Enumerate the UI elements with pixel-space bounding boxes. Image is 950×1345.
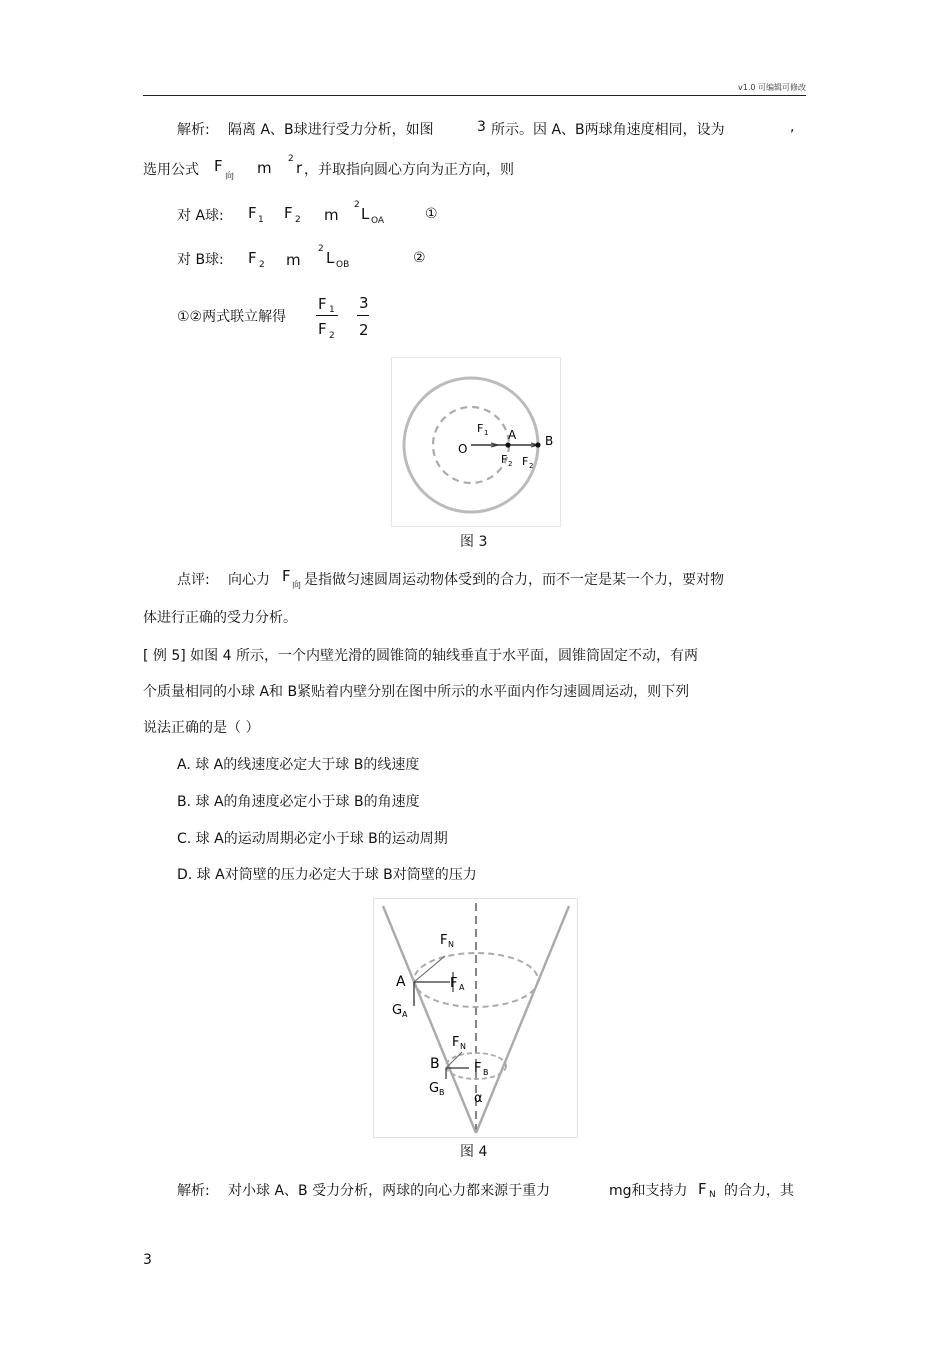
eq-a-number: ① [425, 206, 438, 222]
example5-line2: 个质量相同的小球 A和 B紧贴着内壁分别在图中所示的水平面内作匀速圆周运动，则下列 [143, 684, 690, 700]
formula-r: r [296, 159, 303, 177]
analysis-lead: 解析: [177, 122, 210, 138]
formula-m: m [257, 159, 272, 177]
eq-c-num-F: F [318, 295, 327, 313]
version-note: v1.0 可编辑可修改 [738, 83, 806, 92]
last-analysis-mg: mg和支持力 [609, 1183, 688, 1199]
option-b: B. 球 A的角速度必定小于球 B的角速度 [177, 794, 420, 810]
eq-a-F2-sub: 2 [295, 215, 301, 225]
example5-line1: [ 例 5] 如图 4 所示，一个内壁光滑的圆锥筒的轴线垂直于水平面，圆锥筒固定不动，有两 [143, 648, 698, 664]
label-O: O [458, 442, 468, 456]
label-alpha: α [474, 1091, 483, 1106]
example5-line3: 说法正确的是（ ） [143, 720, 260, 736]
label-B: B [545, 434, 554, 448]
figure-3-frame [392, 358, 561, 527]
eq-b-m: m [286, 251, 301, 269]
option-d: D. 球 A对筒壁的压力必定大于球 B对筒壁的压力 [177, 867, 477, 883]
eq-b-exp: 2 [318, 244, 324, 254]
ball-B [535, 442, 540, 447]
header-rule [143, 95, 806, 96]
formula-intro: 选用公式 [143, 162, 199, 178]
analysis-text-b: 所示。因 A、B两球角速度相同，设为 [491, 122, 725, 138]
label-FN-A-sub: N [448, 940, 454, 949]
label-FN-A: F [440, 933, 448, 948]
eq-b-F2-sub: 2 [259, 260, 265, 270]
label-GA-sub: A [402, 1010, 408, 1019]
comment-F-sub: 向 [292, 581, 302, 591]
cone-left-wall [383, 906, 476, 1133]
label-F2-inner: F [501, 453, 508, 466]
eq-c-fraction-bar-2 [357, 315, 369, 316]
eq-c-frac-den: 2 [359, 321, 369, 339]
eq-c-frac-num: 3 [359, 294, 369, 312]
page-number: 3 [143, 1252, 152, 1268]
label-FN-B-sub: N [460, 1042, 466, 1051]
analysis-text-a: 隔离 A、B球进行受力分析，如图 [228, 122, 434, 138]
formula-F: F [214, 157, 223, 175]
figure-4-caption: 图 4 [460, 1144, 488, 1160]
label-A: A [396, 974, 406, 990]
label-FN-B: F [452, 1035, 460, 1050]
eq-a-exp: 2 [354, 200, 360, 210]
last-analysis-F: F [698, 1180, 707, 1198]
eq-a-F1-sub: 1 [258, 215, 264, 225]
comment-text-b: 是指做匀速圆周运动物体受到的合力，而不一定是某一个力，要对物 [304, 572, 724, 588]
label-GA: G [392, 1003, 403, 1018]
label-FA-sub: A [459, 983, 465, 992]
eq-a-F2: F [284, 204, 293, 222]
label-FB: F [474, 1061, 482, 1076]
eq-c-den-F: F [318, 320, 327, 338]
ball-A [505, 442, 510, 447]
cone-right-wall [476, 906, 569, 1133]
eq-a-label: 对 A球: [177, 208, 224, 224]
label-FA: F [450, 976, 458, 991]
eq-c-num-sub: 1 [329, 305, 335, 315]
figure-3-caption: 图 3 [460, 534, 488, 550]
label-GB: G [429, 1081, 440, 1096]
label-A: A [508, 428, 517, 442]
eq-b-label: 对 B球: [177, 252, 224, 268]
eq-a-L: L [361, 205, 370, 223]
figure-3-diagram [391, 357, 561, 527]
last-analysis-F-sub: N [709, 1190, 716, 1200]
eq-c-label: ①②两式联立解得 [177, 309, 287, 325]
comment-F: F [282, 567, 291, 585]
eq-a-m: m [324, 206, 339, 224]
force-FN-A-arrow [414, 956, 445, 982]
eq-a-L-sub: OA [371, 216, 385, 226]
last-analysis-text-a: 对小球 A、B 受力分析，两球的向心力都来源于重力 [228, 1183, 551, 1199]
label-F2-outer-sub: 2 [529, 462, 534, 470]
eq-b-L-sub: OB [336, 260, 350, 270]
option-c: C. 球 A的运动周期必定小于球 B的运动周期 [177, 831, 448, 847]
eq-b-F2: F [248, 249, 257, 267]
formula-exp: 2 [288, 154, 294, 164]
last-analysis-text-b: 的合力，其 [724, 1183, 794, 1199]
analysis-fig-ref: 3 [477, 119, 486, 135]
formula-F-sub: 向 [225, 172, 235, 182]
analysis-comma: , [790, 119, 795, 135]
formula-text-b: ，并取指向圆心方向为正方向，则 [304, 162, 514, 178]
comment-text-a: 向心力 [228, 572, 270, 588]
label-F1-sub: 1 [484, 429, 489, 437]
eq-b-number: ② [413, 250, 426, 266]
figure-4-diagram [373, 898, 578, 1138]
comment-lead: 点评: [177, 572, 210, 588]
label-F2-inner-sub: 2 [508, 460, 513, 468]
eq-b-L: L [326, 249, 335, 267]
last-analysis-lead: 解析: [177, 1183, 210, 1199]
comment-text-c: 体进行正确的受力分析。 [143, 610, 297, 626]
label-B: B [430, 1056, 440, 1072]
eq-c-fraction-bar-1 [316, 315, 338, 316]
label-GB-sub: B [439, 1088, 445, 1097]
eq-c-den-sub: 2 [329, 331, 335, 341]
option-a: A. 球 A的线速度必定大于球 B的线速度 [177, 757, 420, 773]
eq-a-F1: F [248, 204, 257, 222]
label-F2-outer: F [522, 455, 529, 468]
label-F1: F [477, 422, 484, 435]
label-FB-sub: B [483, 1068, 489, 1077]
